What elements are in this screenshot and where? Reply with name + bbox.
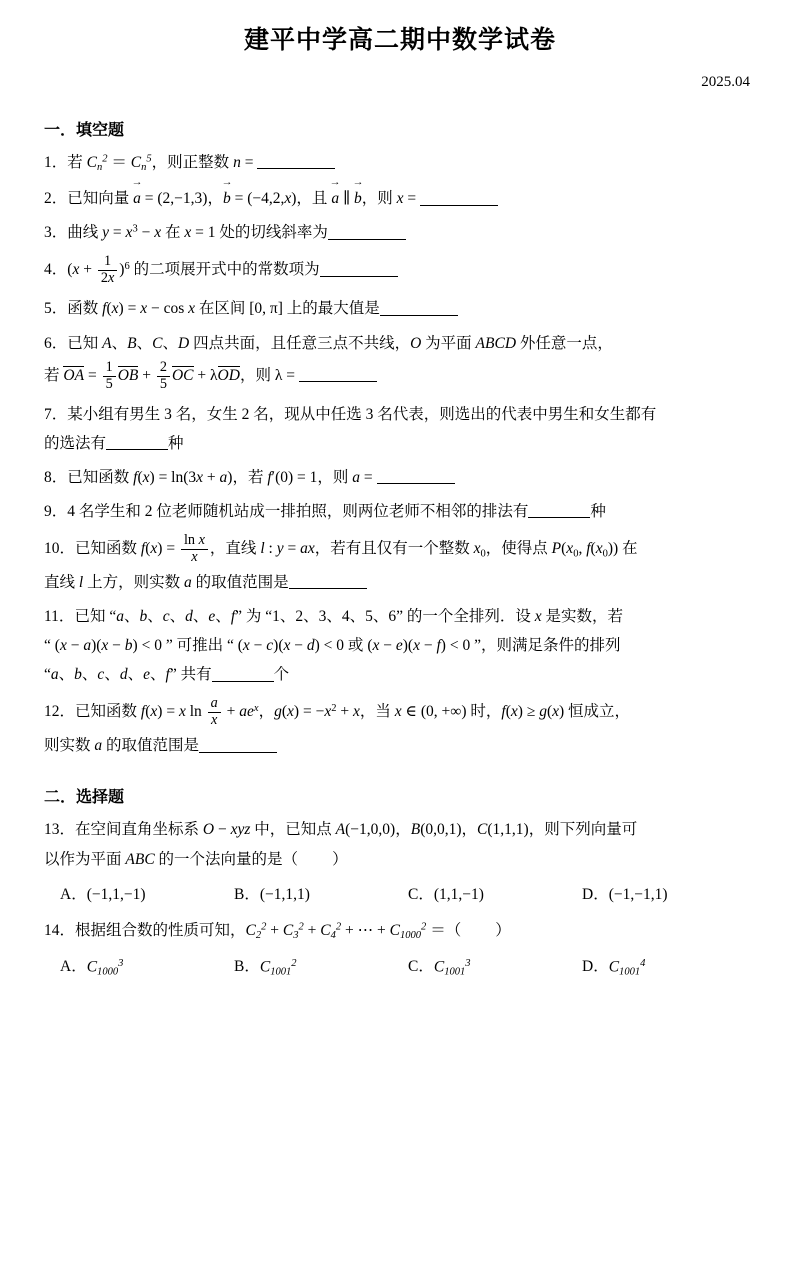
question-10-number: 10． [44,540,76,558]
question-6-text-e: 若 [44,366,64,384]
question-2-number: 2． [44,190,68,208]
option-14-d-sub: 1001 [619,966,641,978]
vector-od: OD [217,366,240,384]
question-13-text-d: ， [461,821,478,839]
option-14-a-sup: 3 [118,957,124,969]
question-5-text-a: 函数 [67,300,103,318]
combination-c-4-2: $C_4^2$ [320,921,342,941]
question-13-text-b: 中，已知点 [250,821,336,839]
answer-blank-1[interactable] [257,154,335,170]
option-13-d-tag: D． [582,885,609,903]
option-14-d-value: $C_{1001}^4$ [608,957,646,978]
option-14-b[interactable] [234,954,408,977]
option-13-d-value: (−1,−1,1) [608,885,668,903]
question-14-number: 14． [44,921,76,939]
vector-b-symbol-2: → b [354,185,362,211]
option-14-c-sup: 3 [465,957,471,969]
question-1-text-b: ，则正整数 [151,154,234,171]
combination-c-3-2: $C_3^2$ [282,921,304,941]
question-10-text-c: ，若有且仅有一个整数 [314,540,474,558]
question-6-sep-3: 、 [162,334,178,352]
option-13-c-value: (1,1,−1) [433,885,484,903]
answer-blank-4[interactable] [320,261,398,277]
vector-oa: OA [63,366,85,384]
question-6-text-a: 已知 [67,334,103,352]
answer-blank-8[interactable] [377,468,455,484]
question-11-text-d: “ [44,637,55,655]
question-11-text-h: “ [44,666,51,684]
question-12-text-e: 恒成立， [564,703,631,721]
question-13-text-e: ，则下列向量可 [528,821,638,839]
answer-blank-2[interactable] [420,190,498,206]
question-10-line2: 直线 l 上方，则实数 a 的取值范围是 [44,570,756,595]
question-13-text-c: ， [395,821,411,839]
option-14-d-sup: 4 [640,957,646,969]
question-7-text-b: 的选法有 [44,434,107,452]
question-12-number: 12． [44,703,76,721]
question-12-line2: 则实数 a 的取值范围是 [44,733,756,758]
question-10-text-h: 的取值范围是 [191,573,289,591]
question-7-text-a: 某小组有男生 3 名，女生 2 名，现从中任选 3 名代表，则选出的代表中男生和女生都有 [67,405,657,423]
question-11-text-f: 或 [344,637,368,655]
fraction-2-over-5: $\frac{2}{5}$ [157,360,170,393]
answer-blank-6[interactable] [299,366,377,382]
question-14: 14．根据组合数的性质可知，$C_2^2 + C_3^2 + C_4^2$ + ⋯ + $C_{1000}^2$ ＝（ ） [44,918,756,944]
section-heading-multiple-choice: 二．选择题 [44,789,125,807]
question-1-text-c: = [240,154,258,171]
answer-blank-3[interactable] [328,224,406,240]
question-8: 8．已知函数 f(x) = ln(3x + a)，若 f′(0) = 1，则 a = [44,465,756,490]
question-11: 11．已知 “a、b、c、d、e、f” 为 “1、2、3、4、5、6” 的一个全排列．设 x 是实数，若 [44,608,624,626]
question-11-text-g: ”，则满足条件的排列 [470,637,621,655]
question-6-text-f: ，则 λ = [239,366,299,384]
option-14-c-tag: C． [408,957,434,975]
option-14-c-value: $C_{1001}^3$ [433,957,471,978]
question-12-text-b: ， [258,703,275,721]
question-6-line2: 若 OA = $\frac{1}{5}$ OB + $\frac{2}{5}$ OC + λOD，则 λ = [44,360,756,393]
question-10-text-d: ，使得点 [485,540,552,558]
answer-blank-7[interactable] [106,434,168,450]
question-5-number: 5． [44,300,68,318]
question-8-number: 8． [44,468,68,486]
question-12-text-g: 的取值范围是 [102,737,200,755]
fraction-a-over-x: $\frac{a}{x}$ [208,696,221,729]
question-3: 3．曲线 $y = x^3 - x$ 在 x = 1 处的切线斜率为 [44,220,756,245]
question-10-text-g: 上方，则实数 [83,573,184,591]
question-6-text-d: 外任意一点， [516,334,613,352]
question-11-text-i: ” 共有 [169,666,212,684]
question-3-text-b: 在 [161,224,185,242]
option-14-c[interactable] [408,954,582,977]
fraction-lnx-over-x: $\frac{\text{ln x}}{x}$ [181,533,208,566]
question-1-number: 1． [44,154,68,171]
combination-c-2-2: $C_2^2$ [245,921,267,941]
question-10-text-b: ，直线 [209,540,261,558]
question-8-text-a: 已知函数 [67,468,134,486]
combination-c-n-2: $C_n^2$ [86,153,108,174]
question-3-text-c: 处的切线斜率为 [215,224,328,242]
section-heading-fill-in: 一．填空题 [44,122,125,139]
option-14-a-sub: 1000 [97,966,119,978]
question-14-text-b: ＝（ [426,921,462,939]
option-14-a-value: $C_{1000}^3$ [86,957,124,978]
question-12-text-d: 时， [466,703,502,721]
option-13-a-tag: A． [60,885,87,903]
question-2: 2．已知向量 → a = (2,−1,3)，→ b = (−4,2,x)，且 → a ∥ → b，则 x = [44,185,756,211]
question-13-text-g: 的一个法向量的是（ [154,850,299,868]
question-12-text-a: 已知函数 [75,703,141,721]
option-14-d-tag: D． [582,957,609,975]
question-13-text-f: 以作为平面 [44,850,126,868]
option-14-a[interactable] [60,954,234,977]
option-14-c-sub: 1001 [444,966,466,978]
question-9-text-a: 4 名学生和 2 位老师随机站成一排拍照，则两位老师不相邻的排法有 [67,502,529,520]
question-2-text-a: 已知向量 [67,190,134,208]
question-11-text-e: ” 可推出 “ [161,637,238,655]
question-11-text-a: 已知 “ [74,608,117,626]
question-4: 4．(x + $\frac{1}{2x}$ )$^6$ 的二项展开式中的常数项为 [44,254,756,287]
question-13-text-h: ） [332,850,348,868]
question-6-text-b: 四点共面，且任意三点不共线， [189,334,411,352]
question-7-number: 7． [44,405,68,423]
question-7-line2 [44,431,756,456]
fraction-1-over-5: $\frac{1}{5}$ [103,360,116,393]
question-9-number: 9． [44,502,68,520]
vector-ob: OB [117,366,139,384]
question-11-line3: “a、b、c、d、e、f” 共有 个 [44,666,290,684]
question-13-options [44,882,756,904]
question-11-line2: “ (x − a)(x − b) < 0 ” 可推出 “ (x − c)(x − d) < 0 或 (x − e)(x − f) < 0 ”，则满足条件的排列 [44,637,621,655]
option-14-b-value: $C_{1001}^2$ [259,957,297,978]
answer-blank-12[interactable] [199,737,277,753]
question-7-text-c: 种 [168,434,184,452]
option-13-b[interactable] [234,882,408,904]
question-14-options [44,954,756,977]
question-6-number: 6． [44,334,68,352]
question-10-text-a: 已知函数 [75,540,141,558]
question-13-number: 13． [44,821,76,839]
option-13-c-tag: C． [408,885,434,903]
question-11-text-c: 是实数，若 [541,608,624,626]
question-9 [44,499,756,524]
question-8-text-c: ，则 [317,468,353,486]
question-5: 5．函数 f(x) = x − cos x 在区间 [0, π] 上的最大值是 [44,296,756,321]
question-8-text-b: ，若 [232,468,268,486]
vector-a-symbol-2: → a [331,185,339,211]
question-1-text-a: 若 [67,154,87,171]
option-14-b-sup: 2 [291,957,297,969]
question-4-text: 的二项展开式中的常数项为 [129,261,320,279]
answer-blank-5[interactable] [380,300,458,316]
question-6-text-c: 为平面 [421,334,476,352]
question-11-number: 11． [44,608,75,626]
question-3-number: 3． [44,224,68,242]
question-12: 12．已知函数 f(x) = x ln $\frac{a}{x}$ + $ae^x$，$g(x) = -x^2 + x$，当 x ∈ (0, +∞) 时，f(x) ≥ g(x) 恒成立， [44,695,631,729]
combination-c-1000-2: $C_{1000}^2$ [389,921,427,941]
answer-blank-10[interactable] [289,574,367,590]
question-11-text-j: 个 [273,666,290,684]
question-6-sep-2: 、 [136,334,153,352]
vector-oc: OC [171,366,194,384]
question-6: 6．已知 A、B、C、D 四点共面，且任意三点不共线，O 为平面 ABCD 外任意一点， [44,334,613,352]
vector-a-symbol: → a [133,185,141,211]
question-10: 10．已知函数 f(x) = $\frac{\text{ln x}}{x}$ ，直线 l : y = ax，若有且仅有一个整数 $x_0$，使得点 $P(x_0$, $f(x_0)$) 在 [44,531,638,565]
question-10-text-f: 直线 [44,573,79,591]
question-3-text-a: 曲线 [67,224,103,242]
fraction-one-over-2x: $\frac{1}{2x}$ [98,254,117,287]
option-13-d[interactable] [582,882,756,904]
option-13-a[interactable] [60,882,234,904]
question-10-text-e: 在 [618,540,638,558]
option-14-b-sub: 1001 [270,966,292,978]
answer-blank-11[interactable] [212,666,274,682]
option-13-c[interactable] [408,882,582,904]
question-13-text-a: 在空间直角坐标系 [75,821,203,839]
question-5-text-b: 在区间 [0, π] 上的最大值是 [195,300,380,318]
answer-blank-9[interactable] [528,502,590,518]
question-12-text-f: 则实数 [44,737,95,755]
question-13: 13．在空间直角坐标系 O − xyz 中，已知点 A(−1,0,0)，B(0,0,1)，C(1,1,1)，则下列向量可 [44,821,638,839]
question-13-line2: 以作为平面 ABC 的一个法向量的是（ ） [44,850,348,868]
question-6-sep-1: 、 [111,334,128,352]
question-7 [44,402,756,427]
exam-date: 2025.04 [701,74,750,90]
option-13-b-tag: B． [234,885,260,903]
option-14-d[interactable] [582,954,756,977]
vector-b-symbol: → b [223,185,231,211]
option-13-a-value: (−1,1,−1) [86,885,146,903]
question-14-text-a: 根据组合数的性质可知， [75,921,246,939]
question-12-text-c: ，当 [359,703,395,721]
option-14-b-tag: B． [234,957,260,975]
page-title: 建平中学高二期中数学试卷 [243,26,556,54]
question-11-text-b: ” 为 “1、2、3、4、5、6” 的一个全排列．设 [235,608,535,626]
option-14-a-tag: A． [60,957,87,975]
question-1: 1．若 $C_n^2 = C_n^5$，则正整数 n = [44,150,756,176]
question-14-text-c: ） [495,921,511,939]
question-2-text-b: ，则 [361,190,397,208]
question-4-number: 4． [44,261,68,279]
combination-c-n-5: $C_n^5$ [130,153,152,174]
option-13-b-value: (−1,1,1) [259,885,310,903]
question-9-text-b: 种 [590,502,606,520]
